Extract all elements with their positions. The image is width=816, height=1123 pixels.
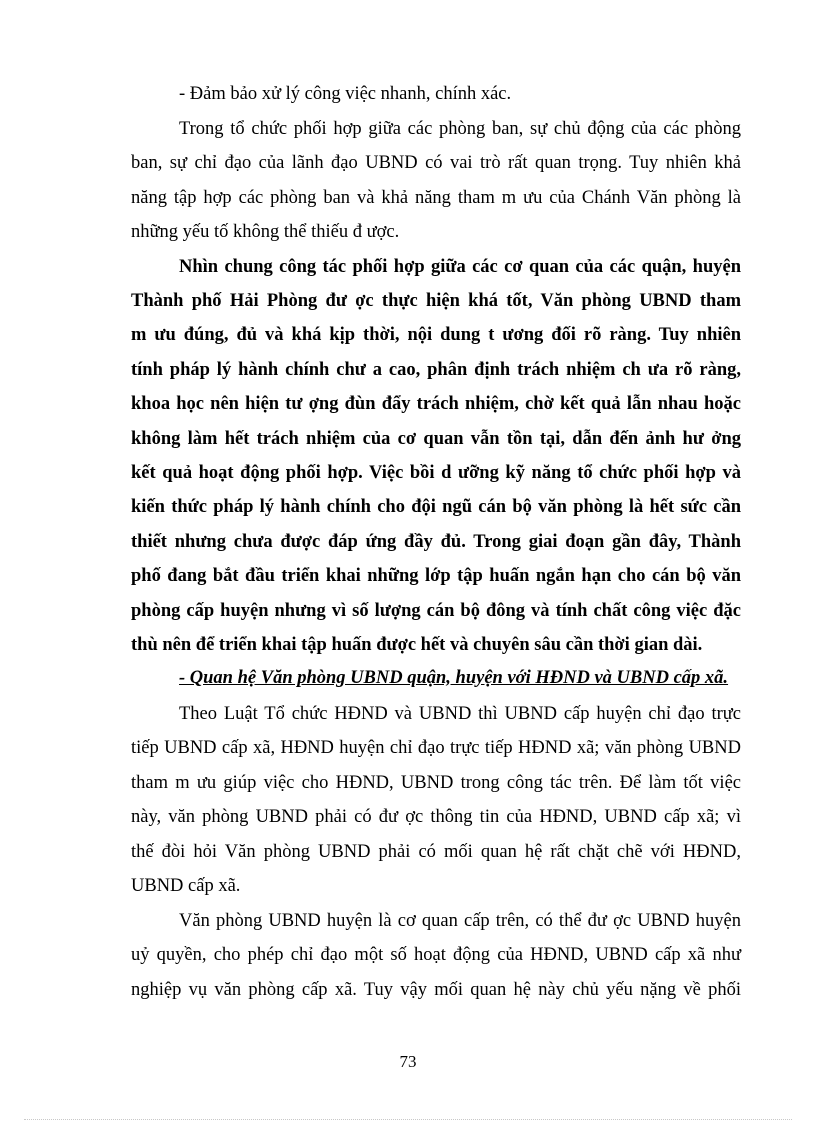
text-line: không làm hết trách nhiệm của cơ quan vẫn tồn tại, dẫn đến ảnh hư ởng <box>131 429 741 449</box>
text-line: thiết nhưng chưa được đáp ứng đầy đủ. Trong giai đoạn gần đây, Thành <box>131 532 741 552</box>
text-line: khoa học nên hiện tư ợng đùn đẩy trách nhiệm, chờ kết quả lẫn nhau hoặc <box>131 394 741 414</box>
text-line: phố đang bắt đầu triển khai những lớp tập huấn ngắn hạn cho cán bộ văn <box>131 566 741 586</box>
text-line: m ưu đúng, đủ và khá kịp thời, nội dung t ương đối rõ ràng. Tuy nhiên <box>131 325 741 345</box>
text-line: Nhìn chung công tác phối hợp giữa các cơ quan của các quận, huyện <box>179 257 741 277</box>
text-line: kết quả hoạt động phối hợp. Việc bồi d ưỡng kỹ năng tổ chức phối hợp và <box>131 463 741 483</box>
text-line: kiến thức pháp lý hành chính cho đội ngũ cán bộ văn phòng là hết sức cần <box>131 497 741 517</box>
text-line: nghiệp vụ văn phòng cấp xã. Tuy vậy mối quan hệ này chủ yếu nặng về phối <box>131 980 741 1000</box>
page-number: 73 <box>399 1052 417 1071</box>
text-line: tiếp UBND cấp xã, HĐND huyện chỉ đạo trực tiếp HĐND xã; văn phòng UBND <box>131 738 741 758</box>
text-line: phòng cấp huyện nhưng vì số lượng cán bộ đông và tính chất công việc đặc <box>131 601 741 621</box>
text-line: Theo Luật Tổ chức HĐND và UBND thì UBND cấp huyện chỉ đạo trực <box>179 704 741 724</box>
text-line: này, văn phòng UBND phải có đư ợc thông tin của HĐND, UBND cấp xã; vì <box>131 807 741 827</box>
section-heading: - Quan hệ Văn phòng UBND quận, huyện với HĐND và UBND cấp xã. <box>179 668 729 688</box>
text-line: Trong tổ chức phối hợp giữa các phòng ban, sự chủ động của các phòng <box>179 119 741 139</box>
text-line: - Đảm bảo xử lý công việc nhanh, chính xác. <box>179 84 512 104</box>
text-line: những yếu tố không thể thiếu đ ược. <box>131 222 400 242</box>
text-line: tính pháp lý hành chính chư a cao, phân định trách nhiệm ch ưa rõ ràng, <box>131 360 741 380</box>
text-line: năng tập hợp các phòng ban và khả năng tham m ưu của Chánh Văn phòng là <box>131 188 741 208</box>
text-line: thù nên để triển khai tập huấn được hết và chuyên sâu cần thời gian dài. <box>131 635 703 655</box>
page-bottom-divider <box>24 1119 792 1120</box>
text-line: uỷ quyền, cho phép chỉ đạo một số hoạt động của HĐND, UBND cấp xã như <box>131 945 741 965</box>
text-line: ban, sự chỉ đạo của lãnh đạo UBND có vai trò rất quan trọng. Tuy nhiên khả <box>131 153 741 173</box>
text-line: Thành phố Hải Phòng đư ợc thực hiện khá tốt, Văn phòng UBND tham <box>131 291 741 311</box>
text-line: tham m ưu giúp việc cho HĐND, UBND trong công tác trên. Để làm tốt việc <box>131 773 741 793</box>
text-line: UBND cấp xã. <box>131 876 241 896</box>
text-line: Văn phòng UBND huyện là cơ quan cấp trên, có thể đư ợc UBND huyện <box>179 911 741 931</box>
text-line: thế đòi hỏi Văn phòng UBND phải có mối quan hệ rất chặt chẽ với HĐND, <box>131 842 741 862</box>
